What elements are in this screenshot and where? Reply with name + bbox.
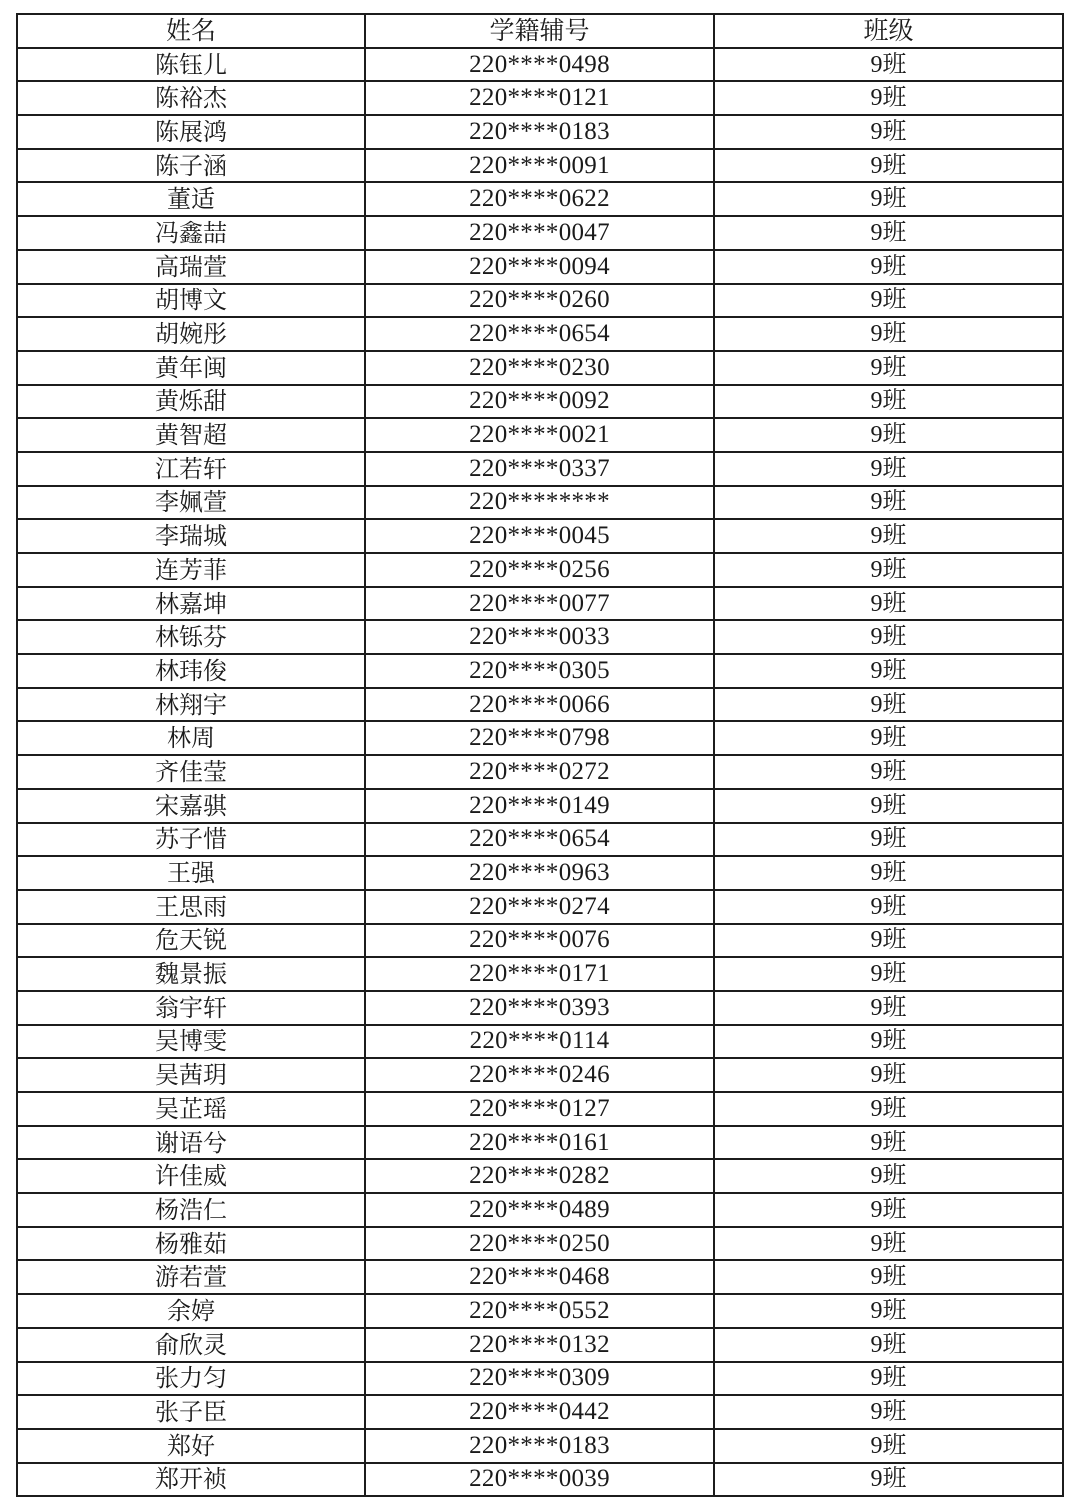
table-row (17, 519, 1063, 553)
cell-name: 杨浩仁 (17, 1193, 365, 1227)
table-row (17, 721, 1063, 755)
cell-name: 危天锐 (17, 924, 365, 958)
student-roster-sheet (16, 13, 1062, 1497)
cell-student-id: 220****0250 (365, 1227, 714, 1261)
table-row (17, 654, 1063, 688)
cell-name: 吴博雯 (17, 1025, 365, 1059)
cell-student-id: 220****0094 (365, 250, 714, 284)
cell-class: 9班 (714, 385, 1063, 419)
table-row (17, 1126, 1063, 1160)
cell-class: 9班 (714, 1429, 1063, 1463)
table-row (17, 1092, 1063, 1126)
cell-student-id: 220****0337 (365, 452, 714, 486)
table-row (17, 755, 1063, 789)
header-name: 姓名 (17, 14, 365, 48)
cell-class: 9班 (714, 587, 1063, 621)
cell-name: 杨雅茹 (17, 1227, 365, 1261)
cell-student-id: 220****0183 (365, 1429, 714, 1463)
cell-name: 王思雨 (17, 890, 365, 924)
cell-class: 9班 (714, 1159, 1063, 1193)
cell-student-id: 220****0149 (365, 789, 714, 823)
cell-student-id: 220****0045 (365, 519, 714, 553)
table-row (17, 317, 1063, 351)
cell-name: 吴茜玥 (17, 1058, 365, 1092)
cell-class: 9班 (714, 789, 1063, 823)
cell-class: 9班 (714, 1395, 1063, 1429)
table-row (17, 1328, 1063, 1362)
cell-name: 黄烁甜 (17, 385, 365, 419)
cell-student-id: 220****0622 (365, 182, 714, 216)
table-row (17, 486, 1063, 520)
table-row (17, 1294, 1063, 1328)
table-row (17, 1227, 1063, 1261)
cell-name: 张力匀 (17, 1362, 365, 1396)
cell-student-id: 220****0305 (365, 654, 714, 688)
cell-class: 9班 (714, 890, 1063, 924)
cell-class: 9班 (714, 519, 1063, 553)
cell-student-id: 220****0127 (365, 1092, 714, 1126)
table-row (17, 182, 1063, 216)
header-class: 班级 (714, 14, 1063, 48)
cell-class: 9班 (714, 1294, 1063, 1328)
cell-class: 9班 (714, 957, 1063, 991)
cell-name: 林铄芬 (17, 620, 365, 654)
cell-name: 黄年闽 (17, 351, 365, 385)
table-row (17, 115, 1063, 149)
cell-class: 9班 (714, 755, 1063, 789)
cell-class: 9班 (714, 452, 1063, 486)
cell-class: 9班 (714, 486, 1063, 520)
cell-student-id: 220****0171 (365, 957, 714, 991)
cell-student-id: 220****0114 (365, 1025, 714, 1059)
cell-student-id: 220****0161 (365, 1126, 714, 1160)
cell-class: 9班 (714, 1362, 1063, 1396)
table-row (17, 1159, 1063, 1193)
table-row (17, 81, 1063, 115)
cell-name: 许佳威 (17, 1159, 365, 1193)
table-row (17, 1058, 1063, 1092)
cell-name: 魏景振 (17, 957, 365, 991)
cell-class: 9班 (714, 924, 1063, 958)
cell-class: 9班 (714, 1025, 1063, 1059)
cell-class: 9班 (714, 991, 1063, 1025)
table-row (17, 1362, 1063, 1396)
cell-student-id: 220****0552 (365, 1294, 714, 1328)
table-row (17, 1025, 1063, 1059)
table-row (17, 418, 1063, 452)
cell-name: 宋嘉骐 (17, 789, 365, 823)
cell-class: 9班 (714, 418, 1063, 452)
cell-name: 林嘉坤 (17, 587, 365, 621)
cell-name: 陈裕杰 (17, 81, 365, 115)
cell-name: 陈子涵 (17, 149, 365, 183)
table-row (17, 149, 1063, 183)
cell-class: 9班 (714, 1328, 1063, 1362)
table-row (17, 351, 1063, 385)
cell-student-id: 220****0468 (365, 1260, 714, 1294)
cell-name: 王强 (17, 856, 365, 890)
table-row (17, 250, 1063, 284)
cell-student-id: 220****0442 (365, 1395, 714, 1429)
cell-name: 吴芷瑶 (17, 1092, 365, 1126)
cell-name: 李姵萱 (17, 486, 365, 520)
table-row (17, 48, 1063, 82)
table-row (17, 216, 1063, 250)
table-row (17, 789, 1063, 823)
cell-class: 9班 (714, 81, 1063, 115)
cell-student-id: 220****0282 (365, 1159, 714, 1193)
cell-name: 李瑞城 (17, 519, 365, 553)
cell-class: 9班 (714, 1260, 1063, 1294)
cell-student-id: 220****0076 (365, 924, 714, 958)
cell-class: 9班 (714, 688, 1063, 722)
cell-student-id: 220****0309 (365, 1362, 714, 1396)
cell-class: 9班 (714, 317, 1063, 351)
cell-name: 谢语兮 (17, 1126, 365, 1160)
cell-class: 9班 (714, 1227, 1063, 1261)
cell-student-id: 220****0077 (365, 587, 714, 621)
cell-student-id: 220****0272 (365, 755, 714, 789)
table-row (17, 924, 1063, 958)
student-roster-table (16, 13, 1064, 1497)
table-row (17, 1395, 1063, 1429)
table-row (17, 1193, 1063, 1227)
table-row (17, 553, 1063, 587)
cell-student-id: 220******** (365, 486, 714, 520)
cell-class: 9班 (714, 351, 1063, 385)
table-row (17, 385, 1063, 419)
cell-class: 9班 (714, 654, 1063, 688)
table-row (17, 991, 1063, 1025)
cell-name: 陈钰儿 (17, 48, 365, 82)
cell-name: 江若轩 (17, 452, 365, 486)
header-student-id: 学籍辅号 (365, 14, 714, 48)
cell-name: 高瑞萱 (17, 250, 365, 284)
table-header (17, 14, 1063, 48)
table-row (17, 688, 1063, 722)
table-row (17, 1463, 1063, 1497)
cell-name: 俞欣灵 (17, 1328, 365, 1362)
cell-class: 9班 (714, 250, 1063, 284)
table-body (17, 48, 1063, 1497)
cell-student-id: 220****0091 (365, 149, 714, 183)
cell-name: 游若萱 (17, 1260, 365, 1294)
cell-name: 黄智超 (17, 418, 365, 452)
cell-name: 郑好 (17, 1429, 365, 1463)
cell-student-id: 220****0256 (365, 553, 714, 587)
cell-student-id: 220****0798 (365, 721, 714, 755)
cell-name: 胡博文 (17, 284, 365, 318)
cell-student-id: 220****0033 (365, 620, 714, 654)
cell-student-id: 220****0260 (365, 284, 714, 318)
cell-student-id: 220****0230 (365, 351, 714, 385)
cell-student-id: 220****0654 (365, 317, 714, 351)
cell-student-id: 220****0963 (365, 856, 714, 890)
cell-student-id: 220****0489 (365, 1193, 714, 1227)
cell-student-id: 220****0654 (365, 823, 714, 857)
cell-name: 林周 (17, 721, 365, 755)
header-row (17, 14, 1063, 48)
cell-name: 林玮俊 (17, 654, 365, 688)
cell-class: 9班 (714, 149, 1063, 183)
cell-student-id: 220****0092 (365, 385, 714, 419)
cell-student-id: 220****0121 (365, 81, 714, 115)
cell-class: 9班 (714, 216, 1063, 250)
cell-student-id: 220****0274 (365, 890, 714, 924)
cell-name: 齐佳莹 (17, 755, 365, 789)
cell-class: 9班 (714, 48, 1063, 82)
cell-class: 9班 (714, 115, 1063, 149)
cell-class: 9班 (714, 1126, 1063, 1160)
cell-name: 张子臣 (17, 1395, 365, 1429)
cell-class: 9班 (714, 1092, 1063, 1126)
cell-student-id: 220****0246 (365, 1058, 714, 1092)
cell-name: 余婷 (17, 1294, 365, 1328)
table-row (17, 1260, 1063, 1294)
cell-class: 9班 (714, 553, 1063, 587)
cell-name: 林翔宇 (17, 688, 365, 722)
table-row (17, 452, 1063, 486)
table-row (17, 823, 1063, 857)
cell-class: 9班 (714, 620, 1063, 654)
cell-name: 冯鑫喆 (17, 216, 365, 250)
cell-student-id: 220****0393 (365, 991, 714, 1025)
cell-name: 连芳菲 (17, 553, 365, 587)
table-row (17, 587, 1063, 621)
cell-student-id: 220****0021 (365, 418, 714, 452)
cell-student-id: 220****0498 (365, 48, 714, 82)
cell-name: 胡婉彤 (17, 317, 365, 351)
cell-name: 翁宇轩 (17, 991, 365, 1025)
cell-student-id: 220****0132 (365, 1328, 714, 1362)
table-row (17, 620, 1063, 654)
cell-class: 9班 (714, 1463, 1063, 1497)
cell-class: 9班 (714, 823, 1063, 857)
table-row (17, 890, 1063, 924)
table-row (17, 284, 1063, 318)
cell-student-id: 220****0066 (365, 688, 714, 722)
cell-student-id: 220****0039 (365, 1463, 714, 1497)
table-row (17, 856, 1063, 890)
cell-student-id: 220****0183 (365, 115, 714, 149)
cell-class: 9班 (714, 1193, 1063, 1227)
cell-class: 9班 (714, 721, 1063, 755)
table-row (17, 957, 1063, 991)
cell-name: 郑开祯 (17, 1463, 365, 1497)
cell-class: 9班 (714, 1058, 1063, 1092)
cell-class: 9班 (714, 182, 1063, 216)
cell-class: 9班 (714, 856, 1063, 890)
cell-name: 陈展鸿 (17, 115, 365, 149)
cell-name: 董适 (17, 182, 365, 216)
cell-name: 苏子惜 (17, 823, 365, 857)
cell-class: 9班 (714, 284, 1063, 318)
cell-student-id: 220****0047 (365, 216, 714, 250)
